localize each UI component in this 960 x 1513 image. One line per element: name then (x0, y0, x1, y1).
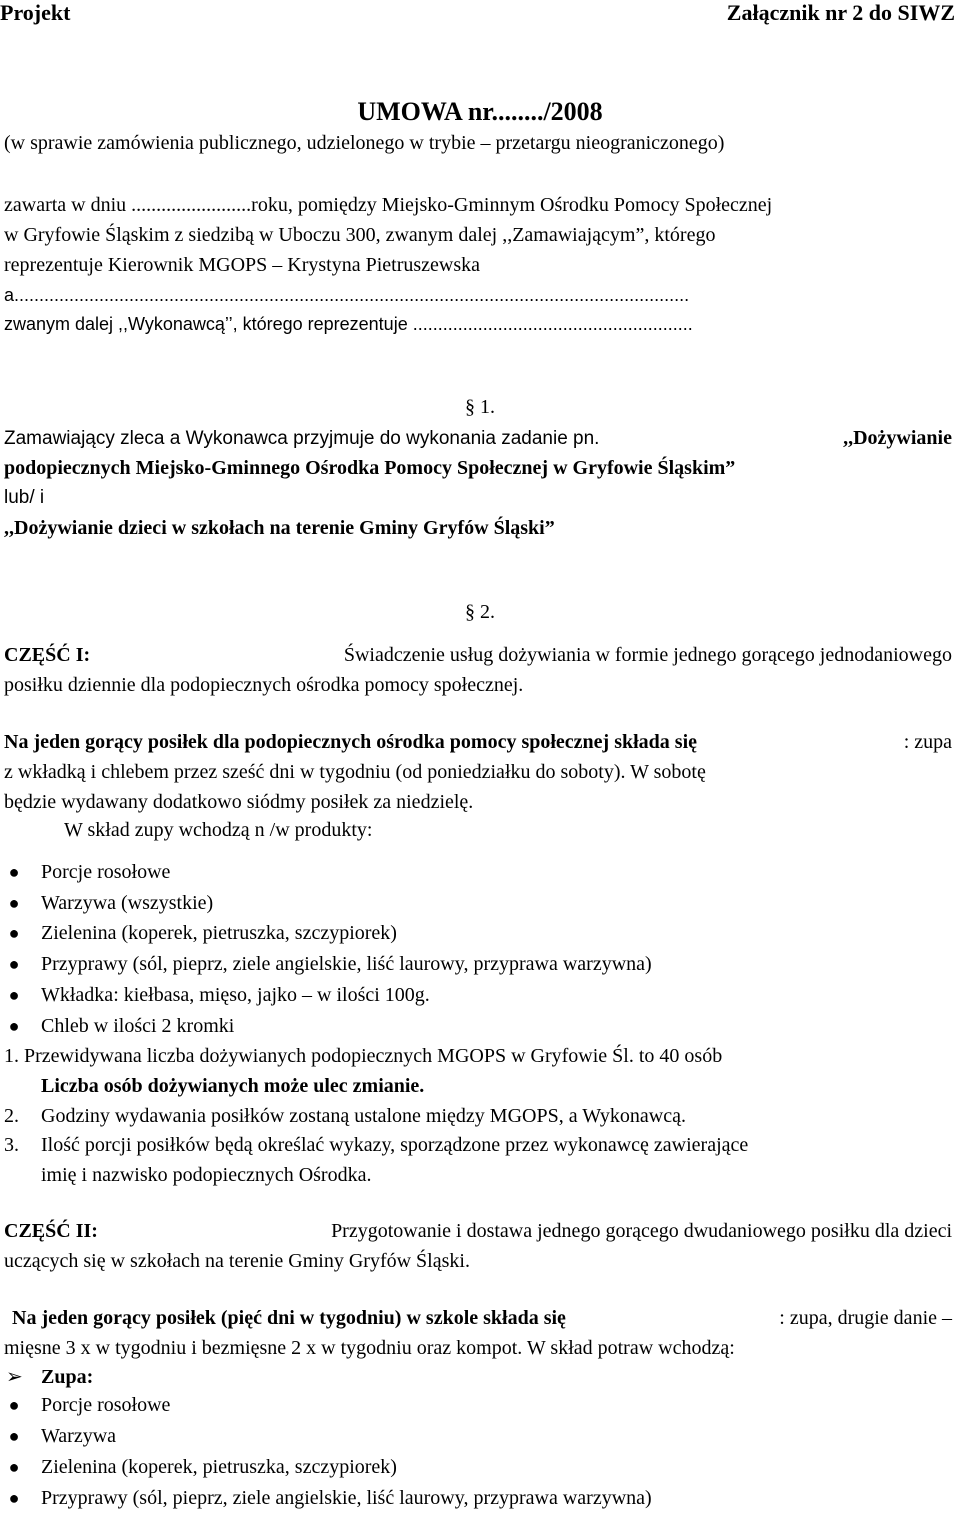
part-1-point-3 (0, 1130, 960, 1160)
part-1-meal-line-2: z wkładką i chlebem przez sześć dni w tygodniu (od poniedziałku do soboty). W sobotę (4, 761, 706, 783)
list-item (0, 980, 960, 1010)
part-1-point-3-text: Ilość porcji posiłków będą określać wykazy, sporządzone przez wykonawcę zawierające (41, 1134, 749, 1156)
section-1-line-1 (4, 423, 952, 454)
intro-line-4: a....................................................................................................................................... (4, 285, 690, 305)
part-1-line-1 (4, 640, 952, 670)
bullet-icon: ● (8, 1426, 20, 1446)
part-2-line-2: uczących się w szkołach na terenie Gminy Gryfów Śląski. (4, 1250, 470, 1272)
part-2-label: CZĘŚĆ II: (4, 1220, 98, 1242)
list-item-text: Warzywa (41, 1425, 117, 1447)
list-item (0, 1421, 960, 1451)
part-1-point-2-text: Godziny wydawania posiłków zostaną ustalone między MGOPS, a Wykonawcą. (41, 1105, 686, 1127)
list-item-text: Warzywa (wszystkie) (41, 891, 214, 914)
list-item (0, 1452, 960, 1482)
part-1-meal-bold: Na jeden gorący posiłek dla podopiecznych ośrodka pomocy społecznej składa się (4, 731, 697, 753)
bullet-icon: ● (8, 1015, 20, 1036)
list-item-text: Porcje rosołowe (41, 1394, 171, 1416)
section-1-line-4: ,,Dożywianie dzieci w szkołach na terenie Gminy Gryfów Śląski” (4, 517, 555, 539)
part-1-label: CZĘŚĆ I: (4, 644, 91, 666)
intro-line-1: zawarta w dniu ........................roku, pomiędzy Miejsko-Gminnym Ośrodku Pomocy Społecznej (4, 194, 773, 216)
contract-title: UMOWA nr......../2008 (357, 97, 603, 126)
bullet-icon: ● (8, 923, 20, 944)
part-1-line-2: posiłku dziennie dla podopiecznych ośrodka pomocy społecznej. (4, 674, 524, 696)
list-item (0, 888, 960, 918)
section-1-line-2: podopiecznych Miejsko-Gminnego Ośrodka Pomocy Społecznej w Gryfowie Śląskim” (4, 457, 736, 479)
list-item (0, 857, 960, 887)
bullet-icon: ● (8, 1395, 20, 1415)
list-item (0, 1011, 960, 1041)
part-2-description: Przygotowanie i dostawa jednego gorącego dwudaniowego posiłku dla dzieci (331, 1220, 952, 1242)
list-item-text: Wkładka: kiełbasa, mięso, jajko – w ilości 100g. (41, 983, 430, 1006)
list-item (0, 949, 960, 979)
section-1-task-start: ,,Dożywianie (843, 427, 952, 449)
part-2-meal-bold: Na jeden gorący posiłek (pięć dni w tygodniu) w szkole składa się (12, 1307, 566, 1329)
list-item-text: Porcje rosołowe (41, 861, 171, 883)
part-2-soup-heading (0, 1362, 960, 1392)
part-2-meal-rest: : zupa, drugie danie – (779, 1307, 952, 1329)
intro-line-5: zwanym dalej ,,Wykonawcą’’, którego reprezentuje ........................................................ (4, 314, 693, 334)
part-1-soup-intro: W skład zupy wchodzą n /w produkty: (64, 819, 373, 841)
list-item-text: Przyprawy (sól, pieprz, ziele angielskie, liść laurowy, przyprawa warzywna) (41, 953, 652, 976)
arrow-bullet-icon: ➢ (6, 1366, 23, 1388)
list-item-text: Zielenina (koperek, pietruszka, szczypiorek) (41, 1456, 397, 1478)
part-1-point-1: 1. Przewidywana liczba dożywianych podopiecznych MGOPS w Gryfowie Śl. to 40 osób (4, 1045, 723, 1067)
section-1-marker: § 1. (465, 396, 495, 418)
part-1-description: Świadczenie usług dożywiania w formie jednego gorącego jednodaniowego (343, 644, 952, 666)
header-project: Projekt (0, 0, 71, 25)
list-item-text: Przyprawy (sól, pieprz, ziele angielskie, liść laurowy, przyprawa warzywna) (41, 1487, 652, 1509)
part-1-point-1-note: Liczba osób dożywianych może ulec zmianie. (41, 1075, 425, 1097)
part-1-point-3-number: 3. (4, 1134, 19, 1156)
intro-line-3: reprezentuje Kierownik MGOPS – Krystyna Pietruszewska (4, 254, 481, 276)
bullet-icon: ● (8, 892, 20, 913)
part-1-point-3-line-2: imię i nazwisko podopiecznych Ośrodka. (41, 1164, 372, 1186)
list-item-text: Zielenina (koperek, pietruszka, szczypiorek) (41, 922, 397, 945)
bullet-icon: ● (8, 1488, 20, 1508)
list-item (0, 1483, 960, 1513)
intro-line-2: w Gryfowie Śląskim z siedzibą w Uboczu 300, zwanym dalej ,,Zamawiającym”, którego (4, 224, 716, 246)
bullet-icon: ● (8, 984, 20, 1005)
part-1-point-2-number: 2. (4, 1105, 19, 1127)
section-2-marker: § 2. (465, 601, 495, 623)
header-attachment: Załącznik nr 2 do SIWZ (726, 0, 955, 25)
part-1-meal-line-1 (4, 727, 952, 757)
part-1-meal-line-3: będzie wydawany dodatkowo siódmy posiłek za niedzielę. (4, 791, 474, 813)
bullet-icon: ● (8, 954, 20, 975)
part-1-meal-rest: : zupa (903, 731, 952, 753)
list-item-text: Chleb w ilości 2 kromki (41, 1014, 235, 1037)
list-item (0, 918, 960, 948)
contract-subtitle: (w sprawie zamówienia publicznego, udzielonego w trybie – przetargu nieograniczonego) (4, 132, 725, 154)
part-2-line-1 (4, 1216, 952, 1246)
bullet-icon: ● (8, 1457, 20, 1477)
list-item (0, 1390, 960, 1420)
part-2-meal-line-1 (12, 1303, 952, 1333)
part-2-meal-line-2: mięsne 3 x w tygodniu i bezmięsne 2 x w tygodniu oraz kompot. W skład potraw wchodzą: (4, 1337, 735, 1359)
bullet-icon: ● (8, 862, 20, 882)
section-1-text: Zamawiający zleca a Wykonawca przyjmuje do wykonania zadanie pn. (4, 428, 600, 449)
part-2-soup-label: Zupa: (41, 1366, 94, 1388)
section-1-line-3: lub/ i (4, 487, 45, 508)
part-1-point-2 (0, 1101, 960, 1131)
